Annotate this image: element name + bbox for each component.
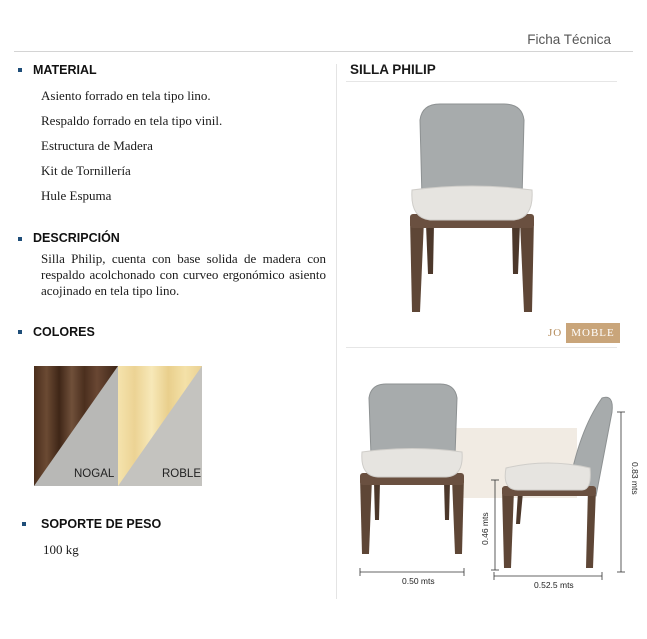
dimension-lines [340,390,640,600]
bullet-icon [22,522,26,526]
product-divider [346,81,617,82]
product-divider [346,347,617,348]
product-title: SILLA PHILIP [350,62,436,77]
descripcion-heading: DESCRIPCIÓN [33,231,120,245]
color-label-nogal: NOGAL [74,468,115,480]
column-divider [336,64,337,599]
material-item: Respaldo forrado en tela tipo vinil. [41,113,223,128]
dimension-total-height: 0.83 mts [630,462,640,495]
dimension-seat-height: 0.46 mts [480,512,490,545]
dimension-width: 0.50 mts [402,576,435,586]
logo-text: MOBLE [566,323,620,343]
dimension-depth: 0.52.5 mts [534,580,574,590]
bullet-icon [18,330,22,334]
bullet-icon [18,237,22,241]
descripcion-text: Silla Philip, cuenta con base solida de madera con respaldo acolchonado con curveo ergonómico asiento acojinado en tela tipo lino. [41,251,326,298]
material-item: Kit de Tornillería [41,163,131,178]
page-title: Ficha Técnica [527,32,611,47]
logo-text: JO [548,327,563,339]
colores-heading: COLORES [33,325,95,339]
material-item: Estructura de Madera [41,138,153,153]
bullet-icon [18,68,22,72]
chair-main-image [400,98,545,318]
material-item: Hule Espuma [41,188,112,203]
soporte-heading: SOPORTE DE PESO [41,517,162,531]
color-label-roble: ROBLE [162,468,201,480]
material-item: Asiento forrado en tela tipo lino. [41,88,211,103]
header-divider [14,51,633,52]
material-heading: MATERIAL [33,63,97,77]
brand-logo [544,323,620,343]
soporte-value: 100 kg [43,542,79,557]
